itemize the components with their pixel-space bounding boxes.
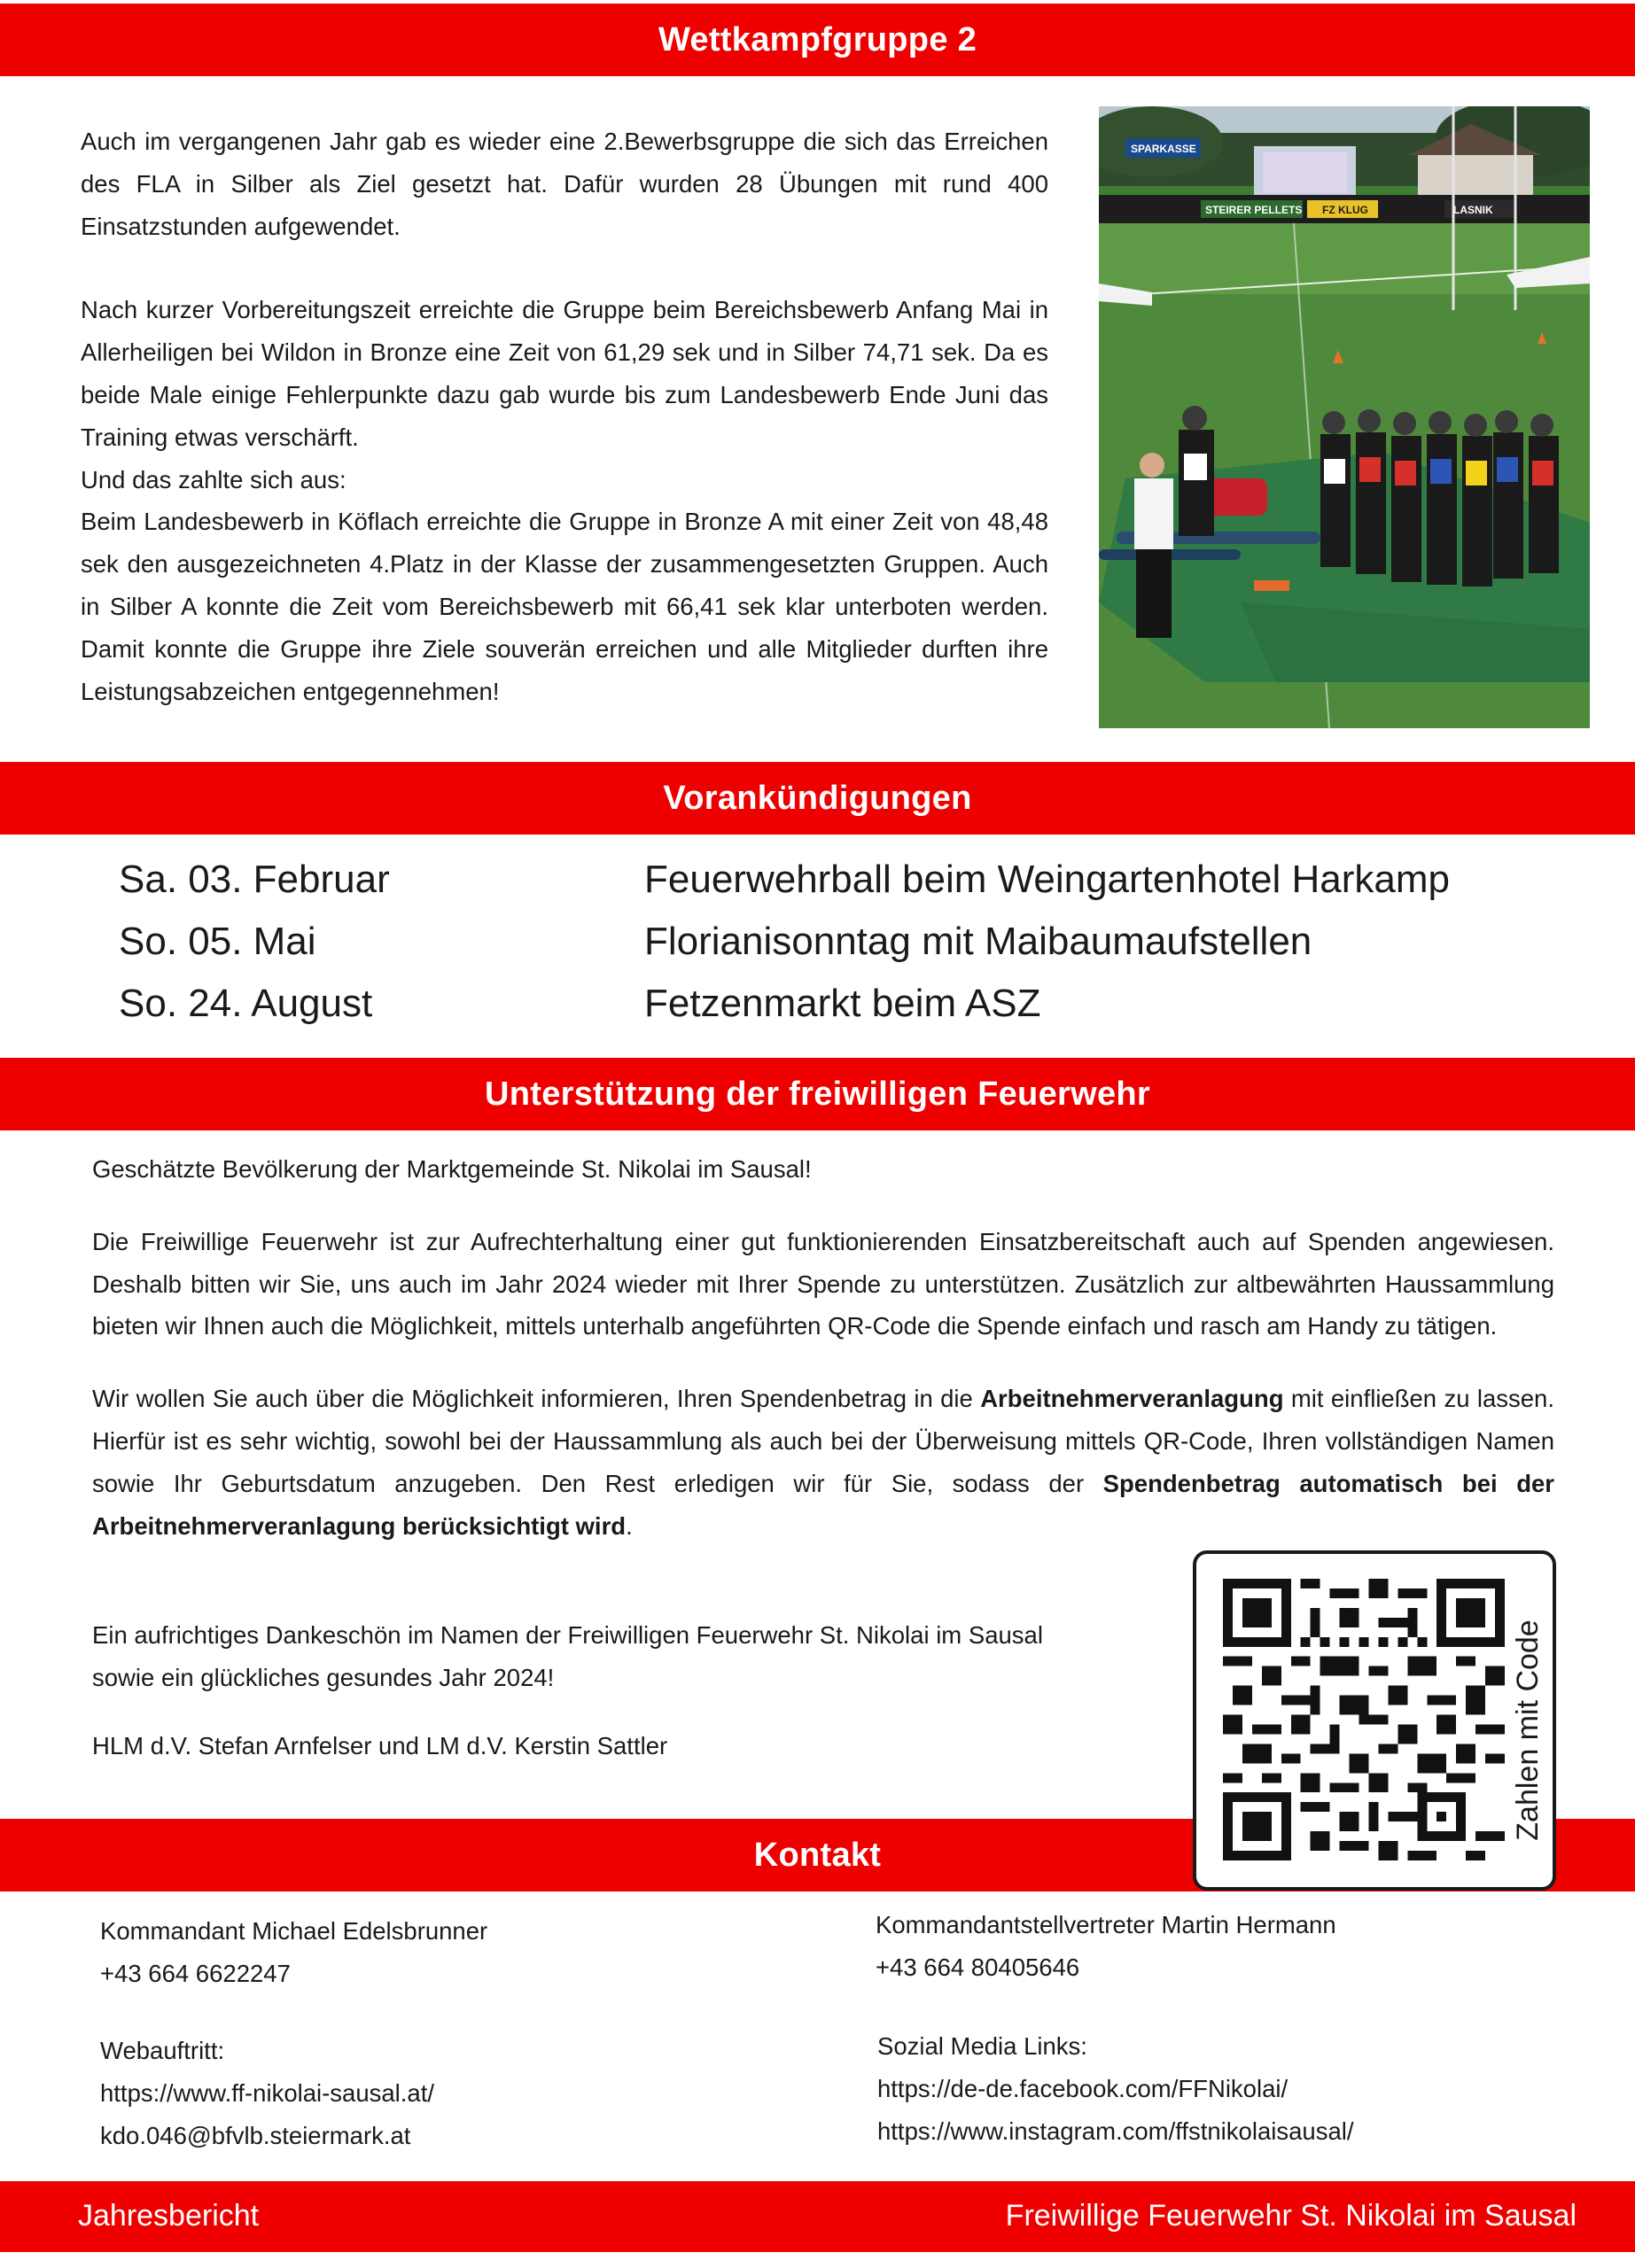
keyword-arbeitnehmerveranlagung: Arbeitnehmerveranlagung [980, 1385, 1284, 1413]
qr-label: Zahlen mit Code [1511, 1619, 1545, 1841]
section-header-wettkampfgruppe [0, 4, 1635, 76]
wettkampf-paragraph-1: Auch im vergangenen Jahr gab es wieder eine 2.Bewerbsgruppe die sich das Erreichen des FLA in Silber als Ziel gesetzt hat. Dafür wurden 28 Übungen mit rund 400 Einsatzstunden aufgewendet. [81, 128, 1048, 240]
contact-social [877, 2025, 1354, 2152]
support-paragraph-2-text-a: Wir wollen Sie auch über die Möglichkeit informieren, Ihren Spendenbetrag in die [92, 1385, 981, 1413]
thank-you-text [92, 1614, 1129, 1699]
wettkampf-paragraph-4: Beim Landesbewerb in Köflach erreichte die Gruppe in Bronze A mit einer Zeit von 48,48 sek den ausgezeichneten 4.Platz in der Klasse der zusammengesetzten Gruppen. Auch in Silber A konnte die Zeit vom Bereichsbewerb mit 66,41 sek klar unterboten werden. Damit konnte die Gruppe ihre Ziele souverän erreichen und alle Mitglieder durften ihre Leistungsabzeichen entgegennehmen! [81, 508, 1048, 705]
wettkampf-paragraph-3: Und das zahlte sich aus: [81, 465, 346, 493]
qr-code-icon[interactable] [1223, 1579, 1505, 1860]
facebook-link[interactable]: https://de-de.facebook.com/FFNikolai/ [877, 2074, 1289, 2102]
thank-you-line-2: sowie ein glückliches gesundes Jahr 2024! [92, 1663, 555, 1691]
competition-photo [1099, 106, 1590, 728]
support-paragraph-2-end: . [626, 1511, 633, 1540]
website-link[interactable]: https://www.ff-nikolai-sausal.at/ [100, 2078, 435, 2107]
signature: HLM d.V. Stefan Arnfelser und LM d.V. Kerstin Sattler [92, 1732, 668, 1759]
commander-phone[interactable]: +43 664 6622247 [100, 1959, 291, 1987]
footer-organization-name: Freiwillige Feuerwehr St. Nikolai im Sausal [1005, 2199, 1577, 2233]
social-label: Sozial Media Links: [877, 2032, 1087, 2060]
support-text [92, 1148, 1554, 1547]
sponsor-banner-lasnik: LASNIK [1453, 204, 1493, 216]
section-title: Unterstützung der freiwilligen Feuerwehr [485, 1075, 1150, 1113]
event-date: So. 05. Mai [119, 920, 316, 963]
email-link[interactable]: kdo.046@bfvlb.steiermark.at [100, 2121, 411, 2149]
section-title: Kontakt [753, 1836, 882, 1874]
sponsor-banner-fz-klug: FZ KLUG [1322, 204, 1368, 216]
contact-deputy [876, 1904, 1336, 1989]
instagram-link[interactable]: https://www.instagram.com/ffstnikolaisausal/ [877, 2117, 1354, 2145]
section-title: Vorankündigungen [663, 779, 972, 817]
event-title: Feuerwehrball beim Weingartenhotel Harkamp [644, 858, 1450, 901]
support-paragraph-2 [92, 1378, 1554, 1547]
contact-web [100, 2030, 434, 2156]
sponsor-banner-steirer-pellets: STEIRER PELLETS [1205, 204, 1303, 216]
section-title: Wettkampfgruppe 2 [658, 20, 977, 58]
support-paragraph-1: Die Freiwillige Feuerwehr ist zur Aufrechterhaltung einer gut funktionierenden Einsatzbereitschaft auch auf Spenden angewiesen. Deshalb bitten wir Sie, uns auch im Jahr 2024 wieder mit Ihrer Spende zu unterstützen. Zusätzlich zur altbewährten Haussammlung bieten wir Ihnen auch die Möglichkeit, mittels unterhalb angeführten QR-Code die Spende einfach und rasch am Handy zu tätigen. [92, 1227, 1554, 1340]
donation-qr-card[interactable] [1193, 1550, 1556, 1891]
footer-report-label: Jahresbericht [78, 2199, 260, 2233]
footer-bar [0, 2181, 1635, 2252]
event-title: Fetzenmarkt beim ASZ [644, 982, 1041, 1025]
thank-you-line-1: Ein aufrichtiges Dankeschön im Namen der Freiwilligen Feuerwehr St. Nikolai im Sausal [92, 1621, 1043, 1649]
event-title: Florianisonntag mit Maibaumaufstellen [644, 920, 1312, 963]
commander-name: Kommandant Michael Edelsbrunner [100, 1917, 488, 1945]
section-header-unterstuetzung [0, 1058, 1635, 1130]
wettkampf-text [81, 120, 1048, 712]
section-header-vorankuendigungen [0, 762, 1635, 835]
deputy-phone[interactable]: +43 664 80405646 [876, 1953, 1080, 1981]
deputy-name: Kommandantstellvertreter Martin Hermann [876, 1911, 1336, 1938]
event-date: Sa. 03. Februar [119, 858, 390, 901]
wettkampf-paragraph-2: Nach kurzer Vorbereitungszeit erreichte die Gruppe beim Bereichsbewerb Anfang Mai in Allerheiligen bei Wildon in Bronze eine Zeit von 61,29 sek und in Silber 74,71 sek. Da es beide Male einige Fehlerpunkte dazu gab wurde bis zum Landesbewerb Ende Juni das Training etwas verschärft. [81, 296, 1048, 451]
support-greeting: Geschätzte Bevölkerung der Marktgemeinde St. Nikolai im Sausal! [92, 1155, 812, 1183]
web-label: Webauftritt: [100, 2037, 225, 2064]
sponsor-banner-sparkasse: SPARKASSE [1131, 143, 1196, 155]
keyword-automatic-consideration: Spendenbetrag automatisch bei der Arbeitnehmerveranlagung berücksichtigt wird [92, 1469, 1554, 1540]
contact-commander [100, 1910, 487, 1995]
support-paragraph-2-text-b: mit einfließen zu lassen. Hierfür ist es sehr wichtig, sowohl bei der Haussammlung als auch bei der Überweisung mittels QR-Code, Ihren vollständigen Namen sowie Ihr Geburtsdatum anzugeben. Den Rest erledigen wir für Sie, sodass der [92, 1385, 1554, 1497]
event-date: So. 24. August [119, 982, 373, 1025]
